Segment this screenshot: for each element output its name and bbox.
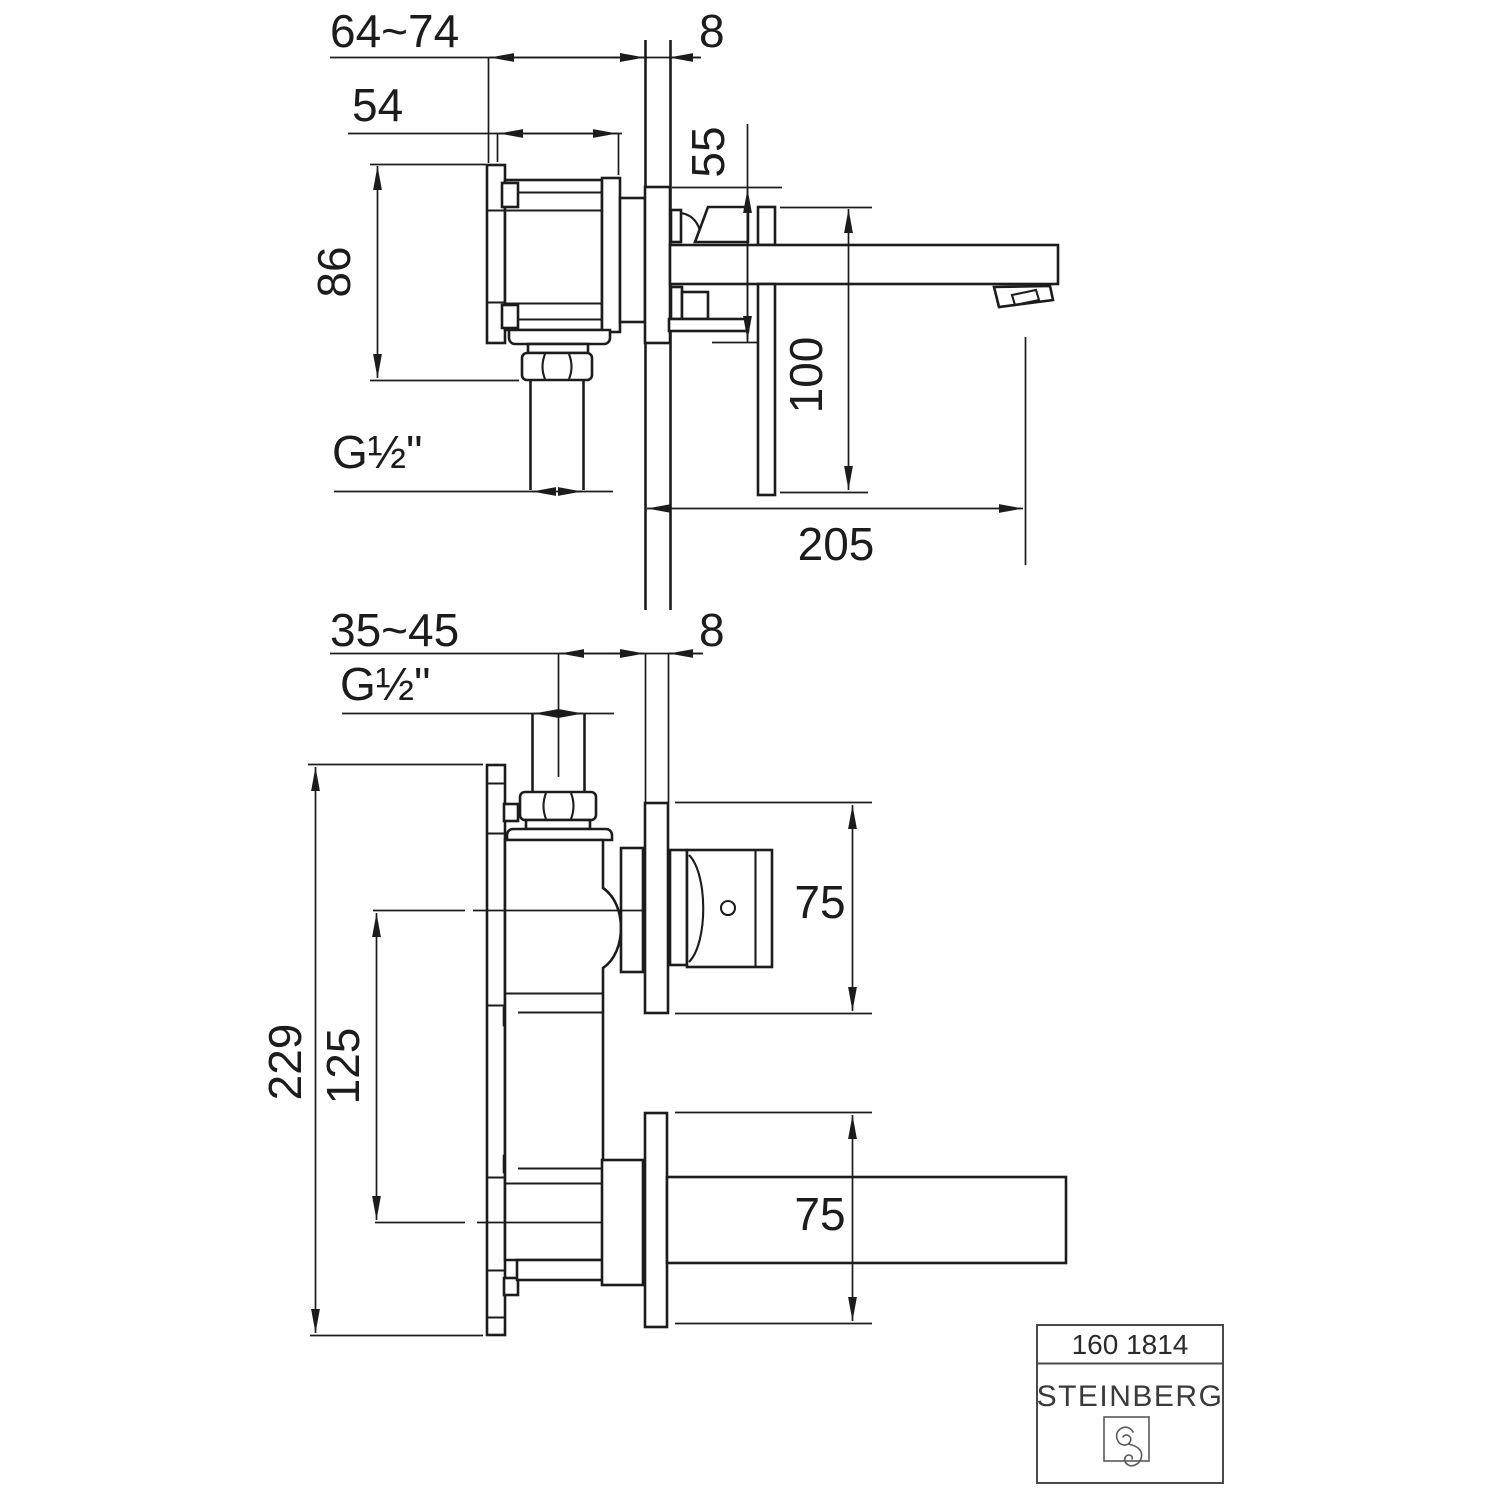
spout-body xyxy=(670,245,1058,284)
body-skirt xyxy=(509,330,610,344)
top-view-side-elevation xyxy=(308,5,1058,610)
lever-arm-lower xyxy=(758,284,775,495)
bottom-view-section xyxy=(259,604,1066,1336)
dim-label-spout-reach: 205 xyxy=(797,518,875,570)
spout-side xyxy=(670,245,1058,307)
dim-spout-reach xyxy=(647,337,1026,570)
dim-overall-width xyxy=(259,765,483,1336)
dim-label-install-depth: 64~74 xyxy=(330,5,460,57)
dim-label-plate-thickness-2: 8 xyxy=(699,604,725,656)
dim-label-handle-plate-width: 75 xyxy=(794,876,846,928)
dim-install-depth-2 xyxy=(330,604,703,656)
hex-nut xyxy=(522,353,592,380)
body-front-column xyxy=(602,178,620,332)
supply-connection xyxy=(520,653,596,829)
dim-label-lever-length: 100 xyxy=(780,336,832,414)
cartridge-detail xyxy=(682,292,708,319)
body-top-cap xyxy=(507,829,612,840)
article-number: 160 1814 xyxy=(1071,1329,1189,1360)
dim-spout-axis-offset xyxy=(317,913,377,1220)
dim-label-install-depth-2: 35~45 xyxy=(330,604,460,656)
escutcheon-plate-handle xyxy=(645,803,668,1013)
dim-plate-thickness-2 xyxy=(613,604,725,656)
lever-arm-upper xyxy=(758,207,775,245)
body-foot xyxy=(517,1260,603,1280)
cartridge-base xyxy=(669,319,748,331)
handle-stem xyxy=(670,850,687,965)
dim-supply-thread xyxy=(332,426,613,492)
dim-label-supply-thread-2: G½" xyxy=(340,658,431,710)
lever-head xyxy=(695,207,748,242)
dim-label-supply-thread: G½" xyxy=(332,426,423,478)
fixing-clip xyxy=(502,183,518,207)
dim-label-overall-width: 229 xyxy=(259,1023,311,1101)
dim-body-width xyxy=(348,79,622,175)
handle-hub xyxy=(671,210,681,242)
fixing-clip xyxy=(502,305,518,328)
spout-flange xyxy=(602,1160,643,1285)
dim-label-plate-height: 55 xyxy=(682,126,734,178)
dim-label-spout-plate-width: 75 xyxy=(794,1188,846,1240)
handle-knob xyxy=(687,850,772,967)
mounting-plate xyxy=(487,765,505,1335)
title-block xyxy=(1037,1325,1224,1483)
dim-supply-thread-2 xyxy=(340,658,614,714)
wall-plates-front xyxy=(645,653,669,1327)
handle-knob-front xyxy=(670,850,772,967)
wall-connector xyxy=(620,198,645,322)
escutcheon-plate-spout xyxy=(645,1113,667,1327)
dim-label-body-height: 86 xyxy=(308,246,360,298)
brand-name: STEINBERG xyxy=(1036,1380,1224,1413)
concealed-valve-body xyxy=(487,165,645,490)
concealed-body-front xyxy=(487,765,643,1335)
hex-nut xyxy=(520,792,596,820)
dim-label-spout-axis-offset: 125 xyxy=(317,1027,369,1105)
escutcheon-plate xyxy=(645,187,670,343)
nut-collar xyxy=(526,820,590,829)
fixing-clip xyxy=(504,804,518,821)
cartridge-detail xyxy=(671,287,682,319)
spout-front xyxy=(667,1177,1066,1263)
nut-collar xyxy=(528,344,588,353)
dim-plate-thickness xyxy=(612,5,725,58)
valve-body-box xyxy=(505,180,602,330)
dim-label-plate-thickness: 8 xyxy=(699,5,725,57)
dim-label-body-width: 54 xyxy=(352,79,404,131)
